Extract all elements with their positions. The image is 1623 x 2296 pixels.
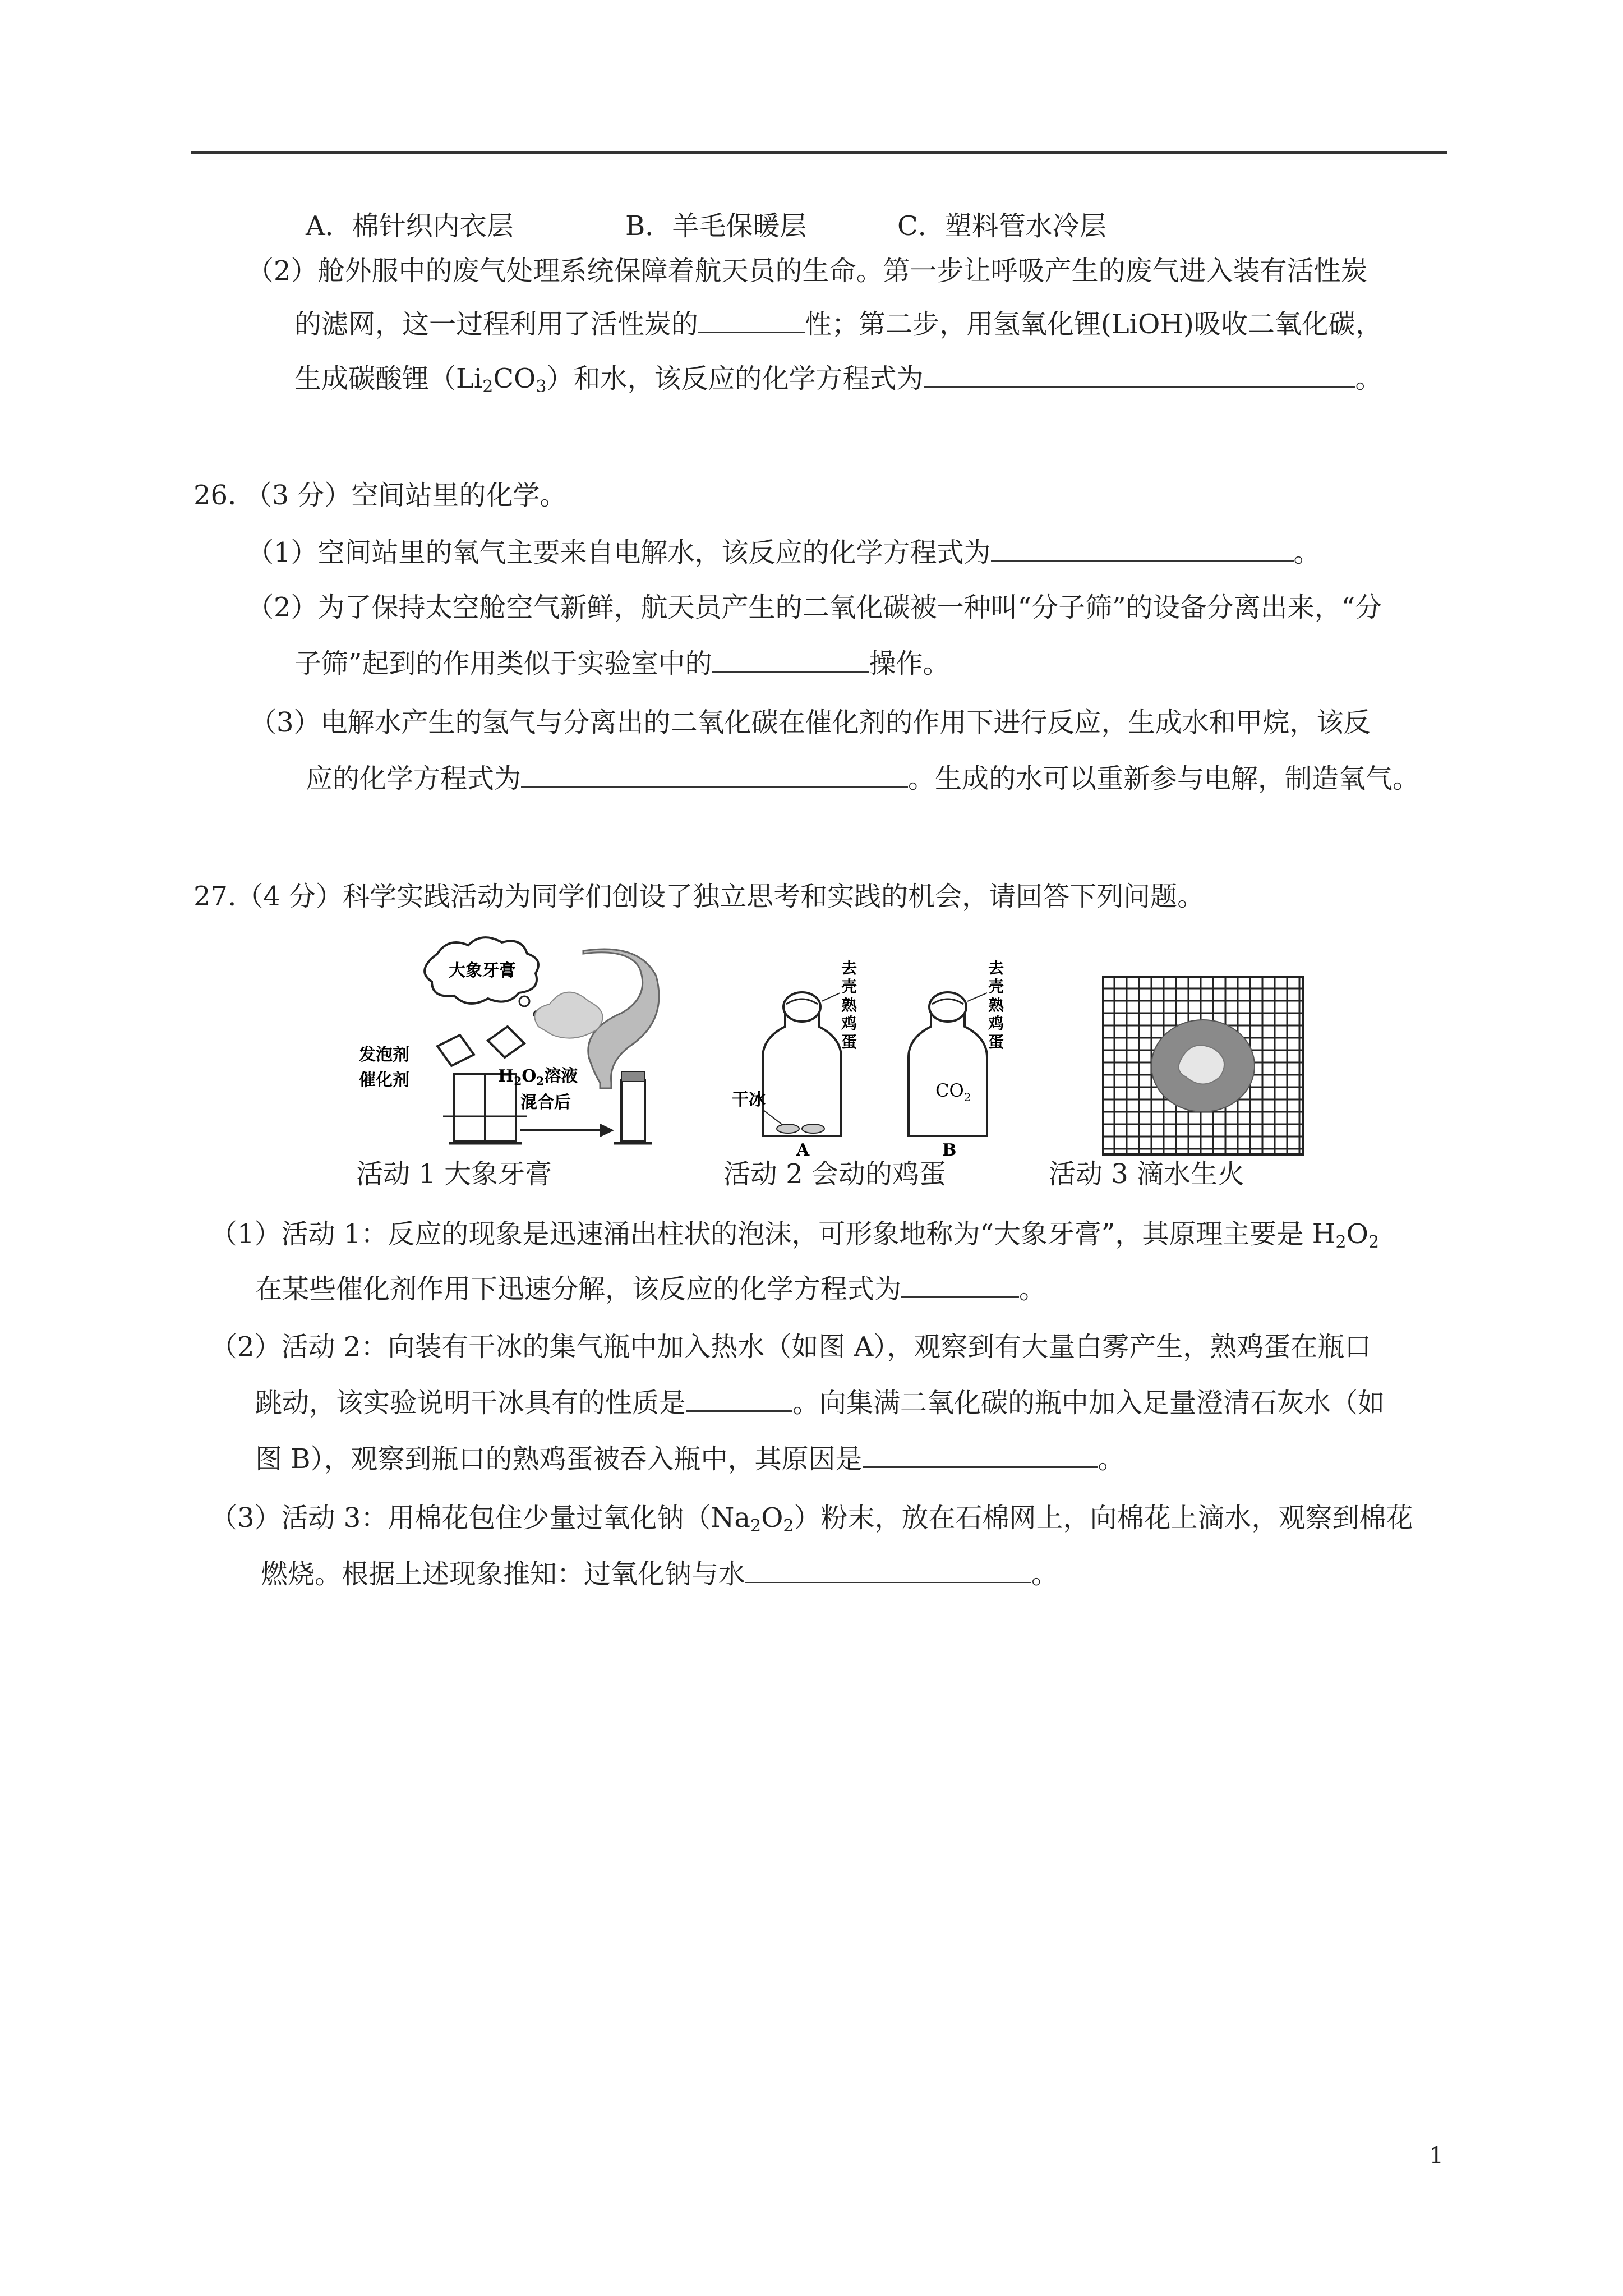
q27-p2-line2: 跳动，该实验说明干冰具有的性质是 。向集满二氧化碳的瓶中加入足量澄清石灰水（如 (255, 1387, 1385, 1419)
label-mix: 混合后 (520, 1093, 571, 1112)
answer-blank[interactable] (712, 649, 869, 673)
label-co2: $CO_2$ (935, 1080, 971, 1104)
q26-p2-line1: （2）为了保持太空舱空气新鲜，航天员产生的二氧化碳被一种叫“分子筛”的设备分离出来，“分 (247, 592, 1382, 623)
q27-p2-line1: （2）活动 2：向装有干冰的集气瓶中加入热水（如图 A），观察到有大量白雾产生，熟鸡蛋在瓶口 (210, 1331, 1372, 1363)
pouring-beaker-icon (488, 1027, 524, 1057)
q25-p2-line2: 的滤网，这一过程利用了活性炭的 性；第二步，用氢氧化锂(LiOH)吸收二氧化碳， (294, 309, 1382, 340)
asbestos-mesh-figure (1102, 976, 1304, 1156)
answer-blank[interactable] (863, 1444, 1098, 1468)
cloud-bubble-icon (519, 996, 529, 1006)
label-b: B (942, 1140, 957, 1156)
bottle-a-icon (763, 1013, 841, 1136)
egg-icon (783, 992, 820, 1022)
header-rule (191, 151, 1447, 154)
svg-text:鸡: 鸡 (841, 1014, 857, 1033)
q27-p2-line3: 图 B），观察到瓶口的熟鸡蛋被吞入瓶中，其原因是 。 (255, 1443, 1125, 1475)
svg-text:熟: 熟 (988, 996, 1004, 1014)
svg-text:鸡: 鸡 (988, 1014, 1004, 1033)
bottle-b-icon (909, 1013, 987, 1136)
q27-p1-line2: 在某些催化剂作用下迅速分解，该反应的化学方程式为 。 (255, 1273, 1046, 1305)
cylinder-after-icon (621, 1080, 645, 1142)
caption-activity-1: 活动 1 大象牙膏 (356, 1158, 552, 1190)
caption-activity-3: 活动 3 滴水生火 (1049, 1158, 1245, 1190)
answer-blank[interactable] (745, 1559, 1031, 1583)
answer-blank[interactable] (991, 538, 1294, 562)
svg-text:去: 去 (841, 959, 857, 977)
answer-blank[interactable] (686, 1388, 792, 1412)
q26-p1: （1）空间站里的氧气主要来自电解水，该反应的化学方程式为 。 (247, 537, 1321, 568)
label-foam: 发泡剂 (359, 1045, 409, 1065)
egg-label-b (988, 959, 1004, 1051)
cylinder-icon (454, 1074, 485, 1142)
option-b: B．羊毛保暖层 (625, 210, 807, 242)
answer-blank[interactable] (698, 309, 805, 333)
q27-p3-line2: 燃烧。根据上述现象推知：过氧化钠与水 。 (261, 1558, 1059, 1590)
q25-p2-line1: （2）舱外服中的废气处理系统保障着航天员的生命。第一步让呼吸产生的废气进入装有活性炭 (247, 255, 1368, 287)
q26-p3-line2: 应的化学方程式为 。生成的水可以重新参与电解，制造氧气。 (306, 763, 1420, 794)
q27-title: 27.（4 分）科学实践活动为同学们创设了独立思考和实践的机会，请回答下列问题。 (193, 881, 1205, 912)
option-a: A．棉针织内衣层 (306, 210, 514, 242)
option-c: C．塑料管水冷层 (897, 210, 1106, 242)
svg-text:蛋: 蛋 (988, 1033, 1004, 1051)
moving-egg-figure (729, 954, 1043, 1156)
q26-title: 26. （3 分）空间站里的化学。 (193, 480, 567, 511)
label-h2o2: $H_2O_2$溶液 (498, 1066, 578, 1088)
pouring-beaker-icon (437, 1035, 474, 1066)
svg-text:去: 去 (988, 959, 1004, 977)
egg-icon (929, 992, 966, 1022)
egg-label-a (841, 959, 857, 1051)
cloud-text: 大象牙膏 (449, 961, 516, 981)
q27-p1-line1: （1）活动 1：反应的现象是迅速涌出柱状的泡沫，可形象地称为“大象牙膏”，其原理主要是 $H_2O_2$ (210, 1218, 1380, 1252)
svg-text:壳: 壳 (841, 977, 857, 996)
q27-p3-line1: （3）活动 3：用棉花包住少量过氧化钠$(Na_2O_2)$粉末，放在石棉网上，向棉花上滴水，观察到棉花 (210, 1502, 1413, 1536)
label-catalyst: 催化剂 (359, 1070, 409, 1090)
answer-blank[interactable] (521, 764, 908, 788)
q26-p3-line1: （3）电解水产生的氢气与分离出的二氧化碳在催化剂的作用下进行反应，生成水和甲烷，该反 (250, 707, 1371, 738)
q25-p2-line3: 生成碳酸锂$(Li_2CO_3)$和水，该反应的化学方程式为 。 (294, 363, 1382, 397)
elephant-toothpaste-figure (353, 931, 701, 1150)
dry-ice-icon (777, 1124, 799, 1133)
label-dry-ice: 干冰 (732, 1090, 766, 1110)
answer-blank[interactable] (924, 364, 1355, 388)
label-a: A (796, 1140, 810, 1156)
svg-text:熟: 熟 (841, 996, 857, 1014)
q26-p2-line2: 子筛”起到的作用类似于实验室中的 操作。 (294, 648, 950, 679)
page-number: 1 (1429, 2143, 1444, 2169)
svg-text:壳: 壳 (988, 977, 1004, 996)
foam-puff-icon (534, 992, 602, 1038)
caption-activity-2: 活动 2 会动的鸡蛋 (723, 1158, 947, 1190)
answer-blank[interactable] (901, 1274, 1019, 1298)
svg-text:蛋: 蛋 (841, 1033, 857, 1051)
